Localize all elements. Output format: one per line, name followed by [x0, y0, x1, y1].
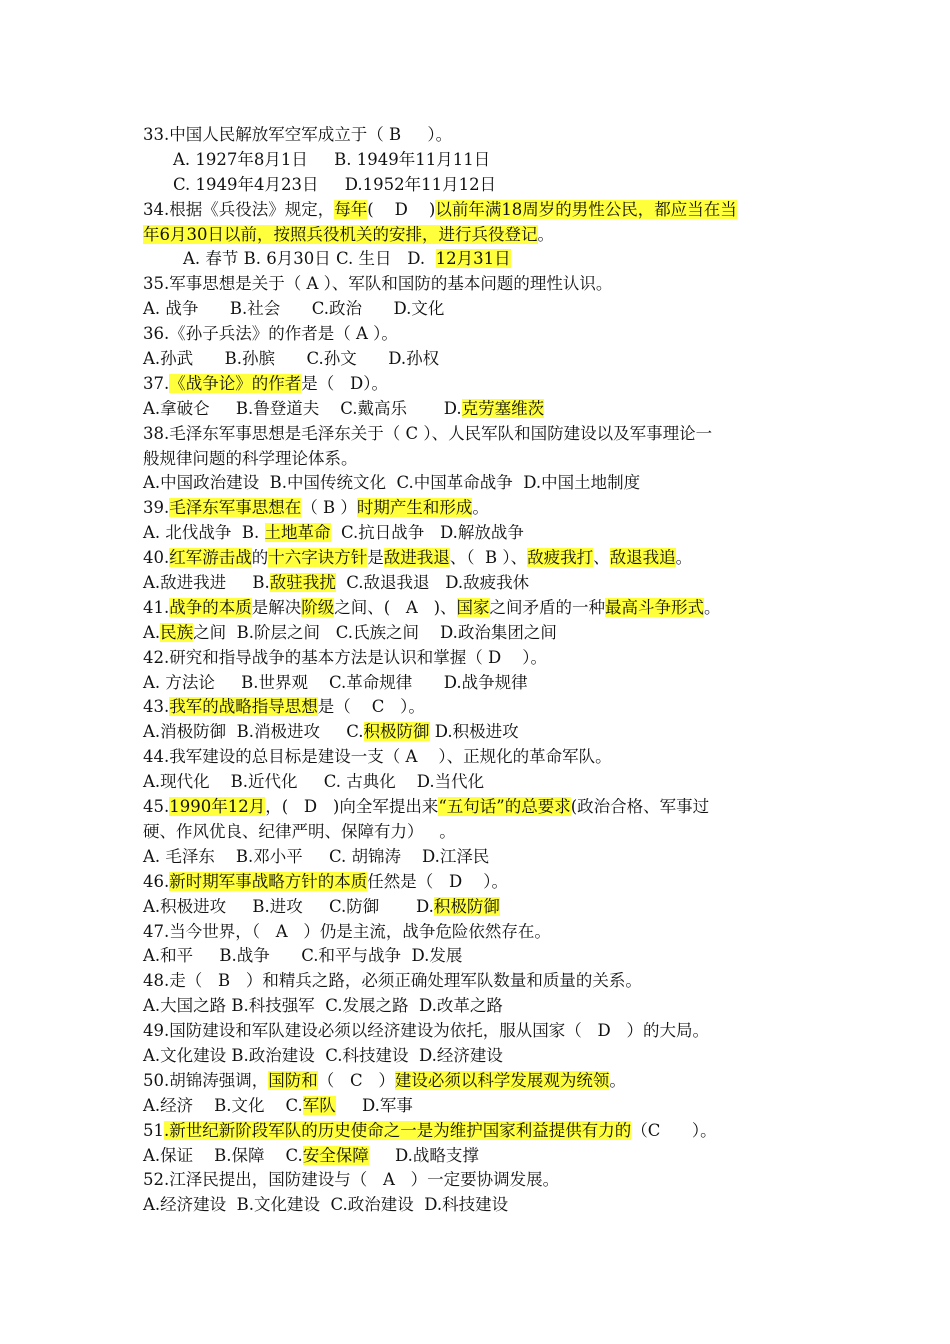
text-segment: 34.根据《兵役法》规定，	[143, 199, 335, 219]
text-segment: 38.毛泽东军事思想是毛泽东关于（ C ）、人民军队和国防建设以及军事理论一	[143, 423, 713, 443]
text-line	[143, 1168, 833, 1193]
text-segment: 50.胡锦涛强调，	[143, 1070, 269, 1090]
text-segment: A.和平 B.战争 C.和平与战争 D.发展	[143, 946, 463, 966]
text-segment: A. 北伐战争 B.	[143, 523, 265, 543]
text-segment: 般规律问题的科学理论体系。	[143, 448, 358, 468]
highlighted-text: 阶级	[301, 597, 335, 617]
text-line	[143, 994, 833, 1019]
highlighted-text: 民族	[160, 622, 194, 642]
highlighted-text: 十六字诀方针	[268, 548, 368, 568]
highlighted-text: 敌进我退	[383, 548, 450, 568]
highlighted-text: 敌疲我打	[527, 548, 594, 568]
text-segment: 52.江泽民提出，国防建设与（ A ）一定要协调发展。	[143, 1170, 560, 1190]
text-segment: 、（ B ）、	[449, 548, 528, 568]
highlighted-text: 时期产生和形成	[356, 498, 473, 518]
highlighted-text: 建设必须以科学发展观为统领	[394, 1070, 610, 1090]
text-segment: A.积极进攻 B.进攻 C.防御 D.	[143, 896, 434, 916]
text-line	[143, 521, 833, 546]
highlighted-text: 12月31日	[435, 249, 511, 269]
text-segment: 是	[367, 548, 384, 568]
text-line	[143, 895, 833, 920]
text-segment: 42.研究和指导战争的基本方法是认识和掌握（ D ）。	[143, 647, 547, 667]
text-line	[143, 447, 833, 472]
question-list	[143, 123, 833, 1218]
text-segment: 40.	[143, 548, 170, 568]
text-segment: 是解决	[251, 597, 302, 617]
text-line	[143, 845, 833, 870]
text-segment: 44.我军建设的总目标是建设一支（ A ）、正规化的革命军队。	[143, 747, 612, 767]
text-segment: D.积极进攻	[429, 722, 519, 742]
text-line	[143, 148, 833, 173]
text-segment: 37.	[143, 373, 170, 393]
text-segment: 的	[251, 548, 269, 568]
text-segment: C. 1949年4月23日 D.1952年11月12日	[173, 174, 497, 194]
text-line	[143, 1069, 833, 1094]
text-segment: 51	[143, 1120, 164, 1140]
text-segment: A.保证 B.保障 C.	[143, 1145, 303, 1165]
text-line	[143, 920, 833, 945]
text-line	[143, 621, 833, 646]
text-segment: 之间、( A )、	[334, 597, 457, 617]
text-segment: 41.	[143, 597, 170, 617]
text-line	[143, 297, 833, 322]
highlighted-text: 年6月30日以前，按照兵役机关的安排，进行兵役登记	[143, 224, 538, 244]
highlighted-text: 新时期军事战略方针的本质	[169, 871, 368, 891]
text-line	[143, 770, 833, 795]
highlighted-text: 安全保障	[302, 1145, 369, 1165]
text-segment: 33.中国人民解放军空军成立于（ B ）。	[143, 125, 453, 144]
highlighted-text: .新世纪新阶段军队的历史使命之一是为维护国家利益提供有力的	[164, 1120, 632, 1140]
text-segment: （C ）。	[631, 1120, 717, 1140]
text-segment: 43.	[143, 697, 170, 717]
text-segment: 任然是（ D ）。	[367, 871, 508, 891]
text-line	[143, 397, 833, 422]
text-segment: 、	[593, 548, 610, 568]
highlighted-text: 积极防御	[433, 896, 500, 916]
text-line	[143, 223, 833, 248]
text-segment: A.中国政治建设 B.中国传统文化 C.中国革命战争 D.中国土地制度	[143, 473, 641, 493]
text-line	[143, 1094, 833, 1119]
text-segment: A.消极防御 B.消极进攻 C.	[143, 722, 364, 742]
text-line	[143, 820, 833, 845]
text-line	[143, 571, 833, 596]
highlighted-text: “五句话”的总要求	[438, 797, 571, 817]
text-segment: (政治合格、军事过	[570, 797, 710, 817]
text-segment: C.敌退我退 D.敌疲我休	[335, 573, 530, 593]
text-line	[143, 247, 833, 272]
text-segment: A.拿破仑 B.鲁登道夫 C.戴高乐 D.	[143, 398, 462, 418]
text-line	[143, 322, 833, 347]
text-line	[143, 596, 833, 621]
text-line	[143, 1044, 833, 1069]
text-line	[143, 1144, 833, 1169]
text-line	[143, 496, 833, 521]
text-segment: 。	[675, 548, 693, 568]
text-line	[143, 646, 833, 671]
text-segment: 之间 B.阶层之间 C.氏族之间 D.政治集团之间	[193, 622, 557, 642]
highlighted-text: 军队	[302, 1095, 336, 1115]
highlighted-text: 以前年满18周岁的男性公民，都应当在当	[435, 199, 737, 219]
text-segment: A.经济 B.文化 C.	[143, 1095, 303, 1115]
text-segment: 。	[472, 498, 489, 518]
highlighted-text: 国家	[456, 597, 490, 617]
highlighted-text: 积极防御	[363, 722, 430, 742]
text-line	[143, 272, 833, 297]
highlighted-text: 红军游击战	[169, 548, 252, 568]
text-line	[143, 173, 833, 198]
text-segment: D.战略支撑	[368, 1145, 479, 1165]
text-line	[143, 1119, 833, 1144]
text-segment: 是（ C ）。	[317, 697, 425, 717]
text-segment: A.孙武 B.孙膑 C.孙文 D.孙权	[143, 349, 440, 369]
text-segment: A. 战争 B.社会 C.政治 D.文化	[143, 299, 445, 319]
text-segment: 47.当今世界，（ A ）仍是主流，战争危险依然存在。	[143, 921, 551, 941]
text-segment: A. 方法论 B.世界观 C.革命规律 D.战争规律	[143, 672, 528, 692]
highlighted-text: 每年	[334, 199, 368, 219]
highlighted-text: 我军的战略指导思想	[169, 697, 318, 717]
text-line	[143, 198, 833, 223]
text-segment: 之间矛盾的一种	[489, 597, 606, 617]
text-line	[143, 372, 833, 397]
text-segment: C.抗日战争 D.解放战争	[330, 523, 524, 543]
text-line	[143, 1019, 833, 1044]
text-line	[143, 422, 833, 447]
text-line	[143, 671, 833, 696]
highlighted-text: 敌退我追	[609, 548, 676, 568]
text-line	[143, 745, 833, 770]
text-segment: A. 毛泽东 B.邓小平 C. 胡锦涛 D.江泽民	[143, 846, 490, 866]
text-segment: A.大国之路 B.科技强军 C.发展之路 D.改革之路	[143, 996, 503, 1016]
text-line	[143, 720, 833, 745]
text-segment: 硬、作风优良、纪律严明、保障有力） 。	[143, 821, 456, 841]
text-segment: A.	[143, 622, 161, 642]
text-segment: （ C ）	[317, 1070, 395, 1090]
text-line	[143, 870, 833, 895]
text-line	[143, 471, 833, 496]
text-segment: 39.	[143, 498, 170, 518]
highlighted-text: 战争的本质	[169, 597, 252, 617]
text-line	[143, 1193, 833, 1218]
text-segment: 49.国防建设和军队建设必须以经济建设为依托，服从国家（ D ）的大局。	[143, 1021, 709, 1041]
highlighted-text: 国防和	[268, 1070, 318, 1090]
text-segment: 。	[704, 597, 721, 617]
text-line	[143, 969, 833, 994]
text-segment: A. 1927年8月1日 B. 1949年11月11日	[173, 149, 491, 169]
text-segment: A.现代化 B.近代化 C. 古典化 D.当代化	[143, 772, 485, 792]
text-segment: A. 春节 B. 6月30日 C. 生日 D.	[183, 249, 436, 269]
text-line	[143, 123, 833, 148]
text-segment: （ B ）	[301, 498, 357, 518]
text-segment: 48.走（ B ）和精兵之路，必须正确处理军队数量和质量的关系。	[143, 971, 642, 991]
highlighted-text: 1990年12月	[169, 797, 266, 817]
highlighted-text: 敌驻我扰	[269, 573, 336, 593]
highlighted-text: 克劳塞维茨	[461, 398, 545, 418]
text-segment: 。	[609, 1070, 626, 1090]
text-segment: A.敌进我进 B.	[143, 573, 270, 593]
text-line	[143, 347, 833, 372]
text-segment: 45.	[143, 797, 170, 817]
highlighted-text: 土地革命	[264, 523, 331, 543]
text-line	[143, 795, 833, 820]
text-segment: D.军事	[335, 1095, 413, 1115]
text-segment: A.经济建设 B.文化建设 C.政治建设 D.科技建设	[143, 1195, 509, 1215]
text-segment: 是（ D）。	[301, 373, 388, 393]
text-line	[143, 695, 833, 720]
text-segment: 35.军事思想是关于（ A ）、军队和国防的基本问题的理性认识。	[143, 274, 613, 294]
text-segment: A.文化建设 B.政治建设 C.科技建设 D.经济建设	[143, 1045, 503, 1065]
highlighted-text: 最高斗争形式	[605, 597, 705, 617]
highlighted-text: 《战争论》的作者	[169, 373, 302, 393]
text-segment: ( D )	[367, 199, 436, 219]
text-line	[143, 546, 833, 571]
text-segment: 36.《孙子兵法》的作者是（ A ）。	[143, 324, 398, 344]
text-segment: 46.	[143, 871, 170, 891]
highlighted-text: 毛泽东军事思想在	[169, 498, 302, 518]
text-segment: ，( D )向全军提出来	[265, 797, 439, 817]
text-segment: 。	[537, 224, 554, 244]
text-line	[143, 944, 833, 969]
